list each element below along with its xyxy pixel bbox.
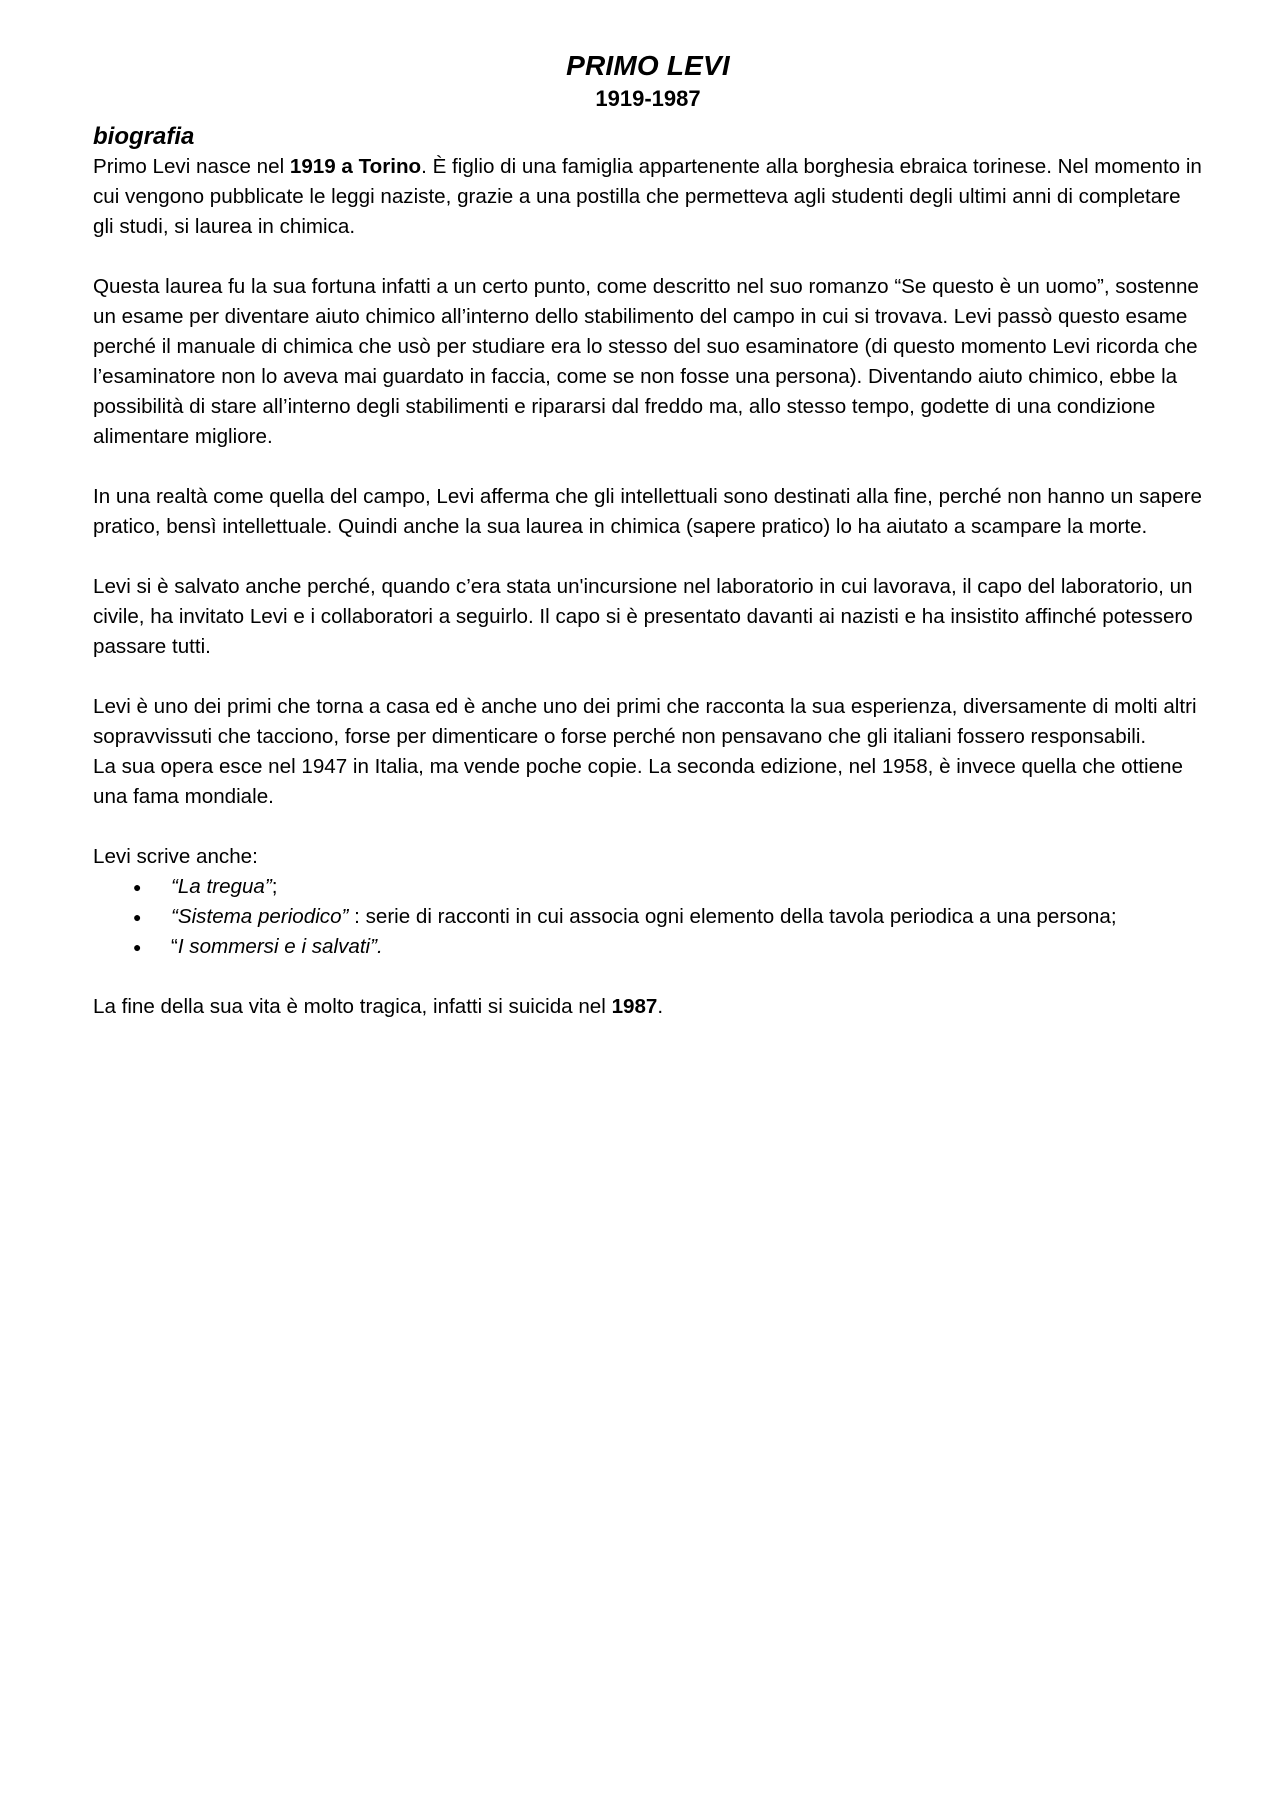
works-list <box>93 872 1203 962</box>
italic-title: “Sistema periodico” <box>171 905 349 928</box>
page-subtitle-years: 1919-1987 <box>595 86 701 111</box>
paragraph-text: . <box>657 995 664 1018</box>
paragraph-publication: La sua opera esce nel 1947 in Italia, ma vende poche copie. La seconda edizione, nel 1958, è invece quella che ottiene una fama mondiale. <box>93 755 1183 808</box>
list-item-text: “ <box>171 935 178 958</box>
document-page <box>93 48 1203 1022</box>
bold-text: 1987 <box>611 995 658 1018</box>
paragraph-text: La fine della sua vita è molto tragica, infatti si suicida nel <box>93 995 612 1018</box>
paragraph-return: Levi è uno dei primi che torna a casa ed è anche uno dei primi che racconta la sua esperienza, diversamente di molti altri sopravvissuti che tacciono, forse per dimenticare o forse perché non pensavano che gli italiani fossero responsabili. <box>93 695 1197 748</box>
paragraph-rescue: Levi si è salvato anche perché, quando c’era stata un'incursione nel laboratorio in cui lavorava, il capo del laboratorio, un civile, ha invitato Levi e i collaboratori a seguirlo. Il capo si è presentato davanti ai nazisti e ha insistito affinché potessero passare tutti. <box>93 575 1193 658</box>
paragraph-text: Primo Levi nasce nel <box>93 155 290 178</box>
italic-title: “La tregua” <box>171 875 272 898</box>
list-item <box>133 902 1203 932</box>
bold-text: 1919 a Torino <box>289 155 422 178</box>
list-item <box>133 872 1203 902</box>
list-item-text: : serie di racconti in cui associa ogni elemento della tavola periodica a una persona; <box>348 905 1117 928</box>
paragraph-degree: Questa laurea fu la sua fortuna infatti a un certo punto, come descritto nel suo romanzo “Se questo è un uomo”, sostenne un esame per diventare aiuto chimico all’interno dello stabilimento del campo in cui si trovava. Levi passò questo esame perché il manuale di chimica che usò per studiare era lo stesso del suo esaminatore (di questo momento Levi ricorda che l’esaminatore non lo aveva mai guardato in faccia, come se non fosse una persona). Diventando aiuto chimico, ebbe la possibilità di stare all’interno degli stabilimenti e ripararsi dal freddo ma, allo stesso tempo, godette di una condizione alimentare migliore. <box>93 275 1199 448</box>
paragraph-text: . È figlio di una famiglia appartenente alla borghesia ebraica torinese. Nel momento in cui vengono pubblicate le leggi naziste, grazie a una postilla che permetteva agli studenti degli ultimi anni di completare gli studi, si laurea in chimica. <box>93 155 1202 238</box>
bullet-icon: ● <box>133 939 142 955</box>
list-item-text: ; <box>271 875 278 898</box>
spacer <box>93 542 1203 572</box>
paragraph-birth <box>93 152 1203 242</box>
spacer <box>93 242 1203 272</box>
list-item <box>133 932 1203 962</box>
bullet-icon: ● <box>133 879 142 895</box>
page-title: PRIMO LEVI <box>566 50 730 81</box>
bullet-icon: ● <box>133 909 142 925</box>
spacer <box>93 812 1203 842</box>
paragraph-intellectuals: In una realtà come quella del campo, Levi afferma che gli intellettuali sono destinati alla fine, perché non hanno un sapere pratico, bensì intellettuale. Quindi anche la sua laurea in chimica (sapere pratico) lo ha aiutato a scampare la morte. <box>93 485 1202 538</box>
section-heading: biografia <box>93 123 195 150</box>
spacer <box>93 452 1203 482</box>
spacer <box>93 962 1203 992</box>
italic-title: I sommersi e i salvati”. <box>177 935 383 958</box>
paragraph-closing <box>93 992 1203 1022</box>
spacer <box>93 662 1203 692</box>
paragraph-works-intro: Levi scrive anche: <box>93 845 258 868</box>
